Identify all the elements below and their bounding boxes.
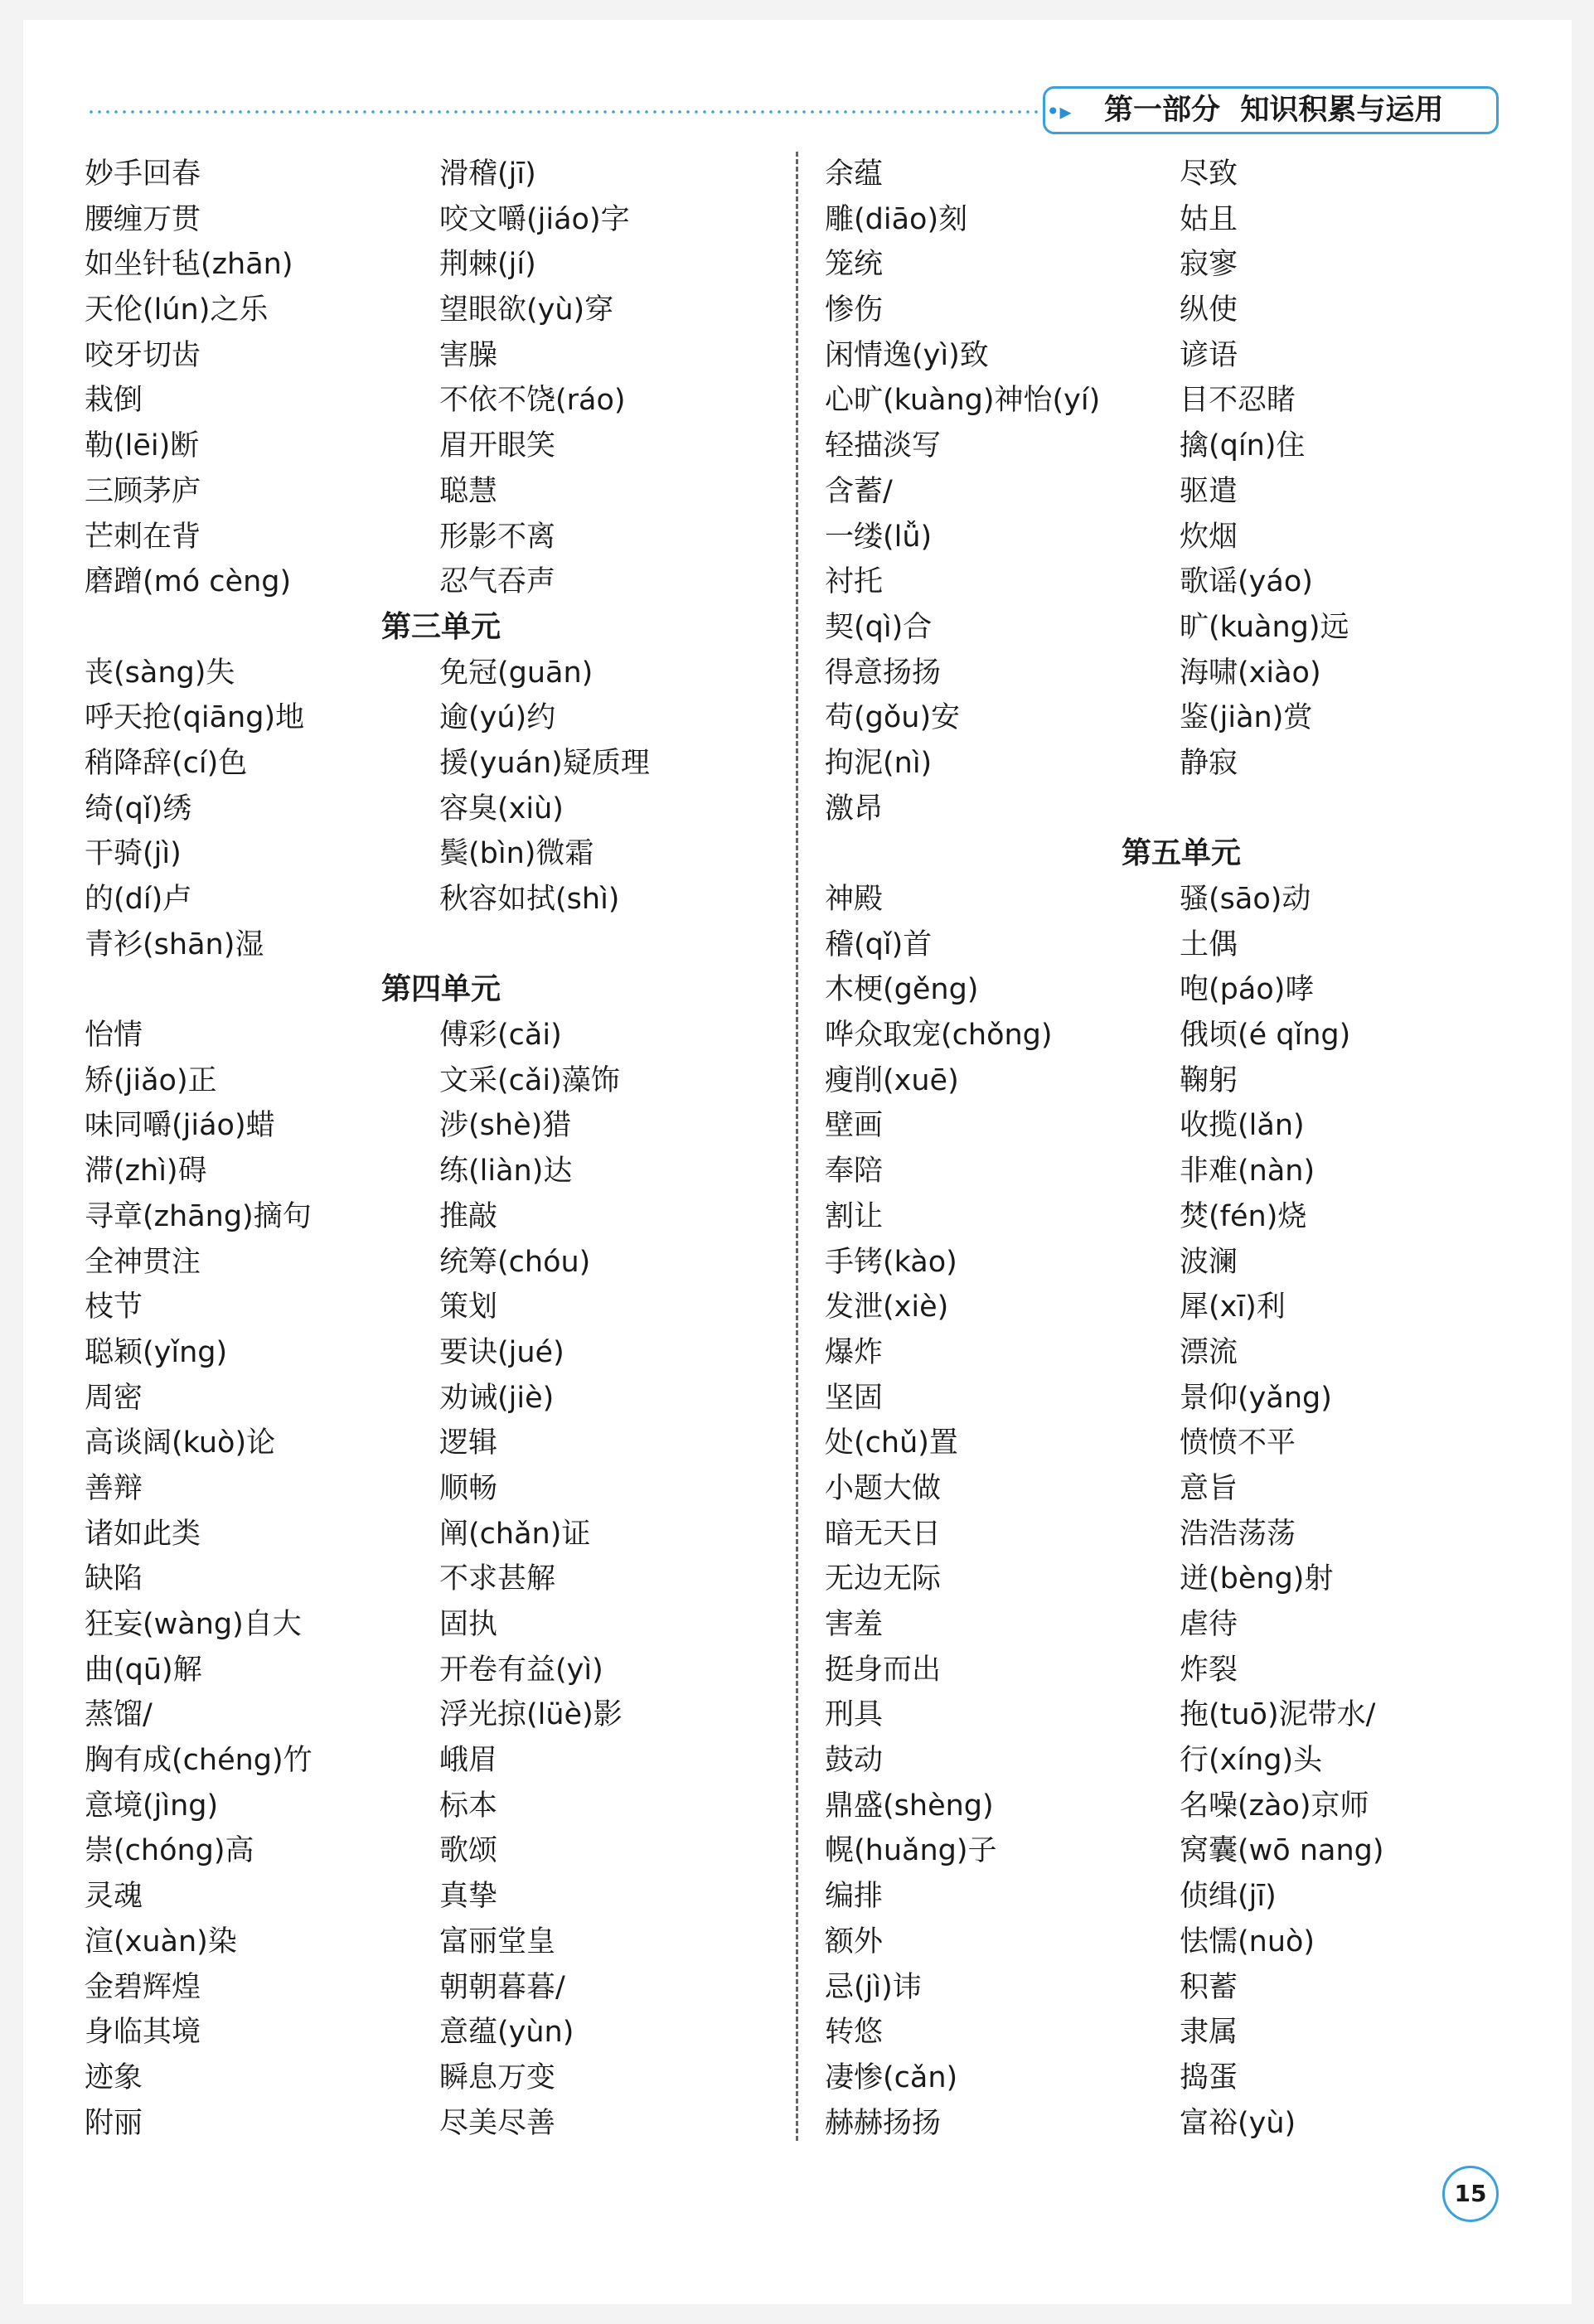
vocab-item: 额外 [825, 1925, 884, 1958]
vocab-item: 芒刺在背 [85, 520, 201, 554]
vocab-item: 激昂 [825, 792, 884, 826]
vocab-item: 谚语 [1180, 338, 1238, 372]
right-column-b [1180, 152, 1536, 2146]
vocab-item: 咆(páo)哮 [1180, 973, 1315, 1007]
vocab-item: 狂妄(wàng)自大 [85, 1608, 302, 1641]
vocab-item: 处(chǔ)置 [825, 1426, 958, 1460]
vocab-item: 免冠(guān) [439, 656, 594, 690]
vocab-item: 纵使 [1180, 293, 1238, 327]
column-divider [796, 152, 798, 2141]
vocab-item: 闲情逸(yì)致 [825, 338, 989, 372]
vocab-item: 歌颂 [439, 1834, 498, 1868]
vocab-item: 绮(qǐ)绣 [85, 792, 192, 826]
vocab-item: 意蕴(yùn) [439, 2016, 574, 2050]
vocab-item: 捣蛋 [1180, 2060, 1238, 2094]
vocab-item: 阐(chǎn)证 [439, 1517, 591, 1551]
vocab-item: 聪慧 [439, 474, 498, 508]
vocab-item: 驱遣 [1180, 474, 1238, 508]
vocab-item: 不依不饶(ráo) [439, 384, 626, 418]
vocab-item: 推敲 [439, 1199, 498, 1233]
vocab-item: 目不忍睹 [1180, 384, 1296, 418]
vocab-item: 契(qì)合 [825, 610, 933, 644]
vocab-item: 编排 [825, 1880, 884, 1914]
header-title [1104, 86, 1443, 134]
vocab-item: 的(dí)卢 [85, 883, 192, 916]
vocab-item: 割让 [825, 1199, 884, 1233]
page-number: 15 [1442, 2166, 1499, 2222]
vocab-item: 望眼欲(yù)穿 [439, 293, 614, 327]
vocab-item: 开卷有益(yì) [439, 1653, 603, 1687]
vocab-item: 瞬息万变 [439, 2060, 556, 2094]
vocab-item: 擒(qín)住 [1180, 429, 1306, 463]
vocab-item: 愤愤不平 [1180, 1426, 1296, 1460]
vocab-item: 焚(fén)烧 [1180, 1199, 1307, 1233]
vocab-item: 爆炸 [825, 1335, 884, 1369]
vocab-item: 身临其境 [85, 2016, 201, 2050]
vocab-item: 静寂 [1180, 746, 1238, 780]
vocab-item: 三顾茅庐 [85, 474, 201, 508]
vocab-item: 刑具 [825, 1698, 884, 1732]
vocab-item: 鼓动 [825, 1744, 884, 1778]
vocab-item: 统筹(chóu) [439, 1245, 591, 1279]
vocab-item: 涉(shè)猎 [439, 1109, 572, 1143]
vocab-item: 曲(qū)解 [85, 1653, 202, 1687]
vocab-item: 全神贯注 [85, 1245, 201, 1279]
vocab-item: 壁画 [825, 1109, 884, 1143]
vocab-item: 逻辑 [439, 1426, 498, 1460]
vocab-item: 雕(diāo)刻 [825, 202, 968, 236]
vocab-item: 尽致 [1180, 157, 1238, 191]
vocab-item: 迸(bèng)射 [1180, 1562, 1334, 1596]
vocab-item: 傅彩(cǎi) [439, 1019, 562, 1053]
vocab-item: 栽倒 [85, 384, 143, 418]
vocab-item: 幌(huǎng)子 [825, 1834, 997, 1868]
vocab-item: 奉陪 [825, 1155, 884, 1189]
vocab-item: 眉开眼笑 [439, 429, 556, 463]
vocab-item: 荆棘(jí) [439, 248, 536, 282]
vocab-item: 瘦削(xuē) [825, 1063, 959, 1097]
vocab-item: 拖(tuō)泥带水/ [1180, 1698, 1376, 1732]
vocab-item: 味同嚼(jiáo)蜡 [85, 1109, 275, 1143]
vocab-item: 景仰(yǎng) [1180, 1381, 1332, 1415]
vocab-item: 忍气吞声 [439, 565, 556, 599]
vocab-item: 聪颖(yǐng) [85, 1335, 228, 1369]
vocab-item: 丧(sàng)失 [85, 656, 235, 690]
vocab-item: 寂寥 [1180, 248, 1238, 282]
vocab-item: 朝朝暮暮/ [439, 1970, 565, 2004]
vocab-item: 手铐(kào) [825, 1245, 957, 1279]
vocab-item [439, 922, 796, 968]
vocab-item: 附丽 [85, 2106, 143, 2140]
vocab-item: 文采(cǎi)藻饰 [439, 1063, 620, 1097]
vocab-item: 咬文嚼(jiáo)字 [439, 202, 630, 236]
vocab-item: 勒(lēi)断 [85, 429, 200, 463]
vocab-item: 旷(kuàng)远 [1180, 610, 1349, 644]
vocab-item: 善辩 [85, 1471, 143, 1505]
vocab-item: 坚固 [825, 1381, 884, 1415]
vocab-item: 害羞 [825, 1608, 884, 1641]
vocab-item: 一缕(lǚ) [825, 520, 933, 554]
vocab-item: 名噪(zào)京师 [1180, 1789, 1369, 1823]
vocab-item: 鉴(jiàn)赏 [1180, 701, 1313, 735]
vocab-item: 高谈阔(kuò)论 [85, 1426, 276, 1460]
vocab-item: 意境(jìng) [85, 1789, 219, 1823]
header-subtitle: 知识积累与运用 [1240, 94, 1444, 127]
vocab-item: 妙手回春 [85, 157, 201, 191]
vocab-item: 赫赫扬扬 [825, 2106, 942, 2140]
vocab-item: 滞(zhì)碍 [85, 1155, 207, 1189]
vocab-item: 稍降辞(cí)色 [85, 746, 248, 780]
vocab-item: 崇(chóng)高 [85, 1834, 254, 1868]
vocab-item: 渲(xuàn)染 [85, 1925, 237, 1958]
vocab-item: 周密 [85, 1381, 143, 1415]
vocab-item: 轻描淡写 [825, 429, 942, 463]
header-section: 第一部分 [1104, 94, 1221, 127]
vocab-item: 非难(nàn) [1180, 1155, 1315, 1189]
vocab-item: 炊烟 [1180, 520, 1238, 554]
vocab-item: 干骑(jì) [85, 837, 182, 871]
vocab-item: 侦缉(jī) [1180, 1880, 1277, 1914]
vocab-item: 要诀(jué) [439, 1335, 564, 1369]
vocab-item: 天伦(lún)之乐 [85, 293, 269, 327]
vocab-item: 得意扬扬 [825, 656, 942, 690]
vocab-item: 尽美尽善 [439, 2106, 556, 2140]
vocab-item: 挺身而出 [825, 1653, 942, 1687]
vocab-item: 迹象 [85, 2060, 143, 2094]
vocab-item: 哗众取宠(chǒng) [825, 1019, 1053, 1053]
vocab-item: 行(xíng)头 [1180, 1744, 1323, 1778]
vocab-item: 稽(qǐ)首 [825, 927, 933, 961]
vocab-item: 缺陷 [85, 1562, 143, 1596]
vocab-item: 青衫(shān)湿 [85, 927, 264, 961]
vocab-item: 炸裂 [1180, 1653, 1238, 1687]
vocab-item: 滑稽(jī) [439, 157, 536, 191]
vocab-item: 怡情 [85, 1019, 143, 1053]
vocab-item: 漂流 [1180, 1335, 1238, 1369]
vocab-item: 怯懦(nuò) [1180, 1925, 1315, 1958]
vocab-item: 骚(sāo)动 [1180, 883, 1311, 916]
unit-heading [1180, 831, 1594, 877]
vocab-item: 矫(jiǎo)正 [85, 1063, 217, 1097]
header-dotted-line [87, 110, 1042, 114]
vocab-item: 积蓄 [1180, 1970, 1238, 2004]
vocab-item: 标本 [439, 1789, 498, 1823]
vocab-item: 枝节 [85, 1290, 143, 1324]
vocab-item [1180, 787, 1536, 832]
vocab-item: 容臭(xiù) [439, 792, 564, 826]
vocab-item: 鬓(bìn)微霜 [439, 837, 594, 871]
vocab-item: 余蕴 [825, 157, 884, 191]
vocab-item: 窝囊(wō nang) [1180, 1834, 1384, 1868]
vocab-item: 诸如此类 [85, 1517, 201, 1551]
vocab-item: 凄惨(cǎn) [825, 2060, 958, 2094]
vocab-item: 灵魂 [85, 1880, 143, 1914]
vocab-item: 犀(xī)利 [1180, 1290, 1286, 1324]
vocab-item: 转悠 [825, 2016, 884, 2050]
vocab-item: 逾(yú)约 [439, 701, 556, 735]
vocab-item: 神殿 [825, 883, 884, 916]
vocab-item: 鼎盛(shèng) [825, 1789, 994, 1823]
vocab-item: 土偶 [1180, 927, 1238, 961]
vocab-item: 忌(jì)讳 [825, 1970, 922, 2004]
vocab-item: 惨伤 [825, 293, 884, 327]
vocab-item: 富丽堂皇 [439, 1925, 556, 1958]
vocab-item: 衬托 [825, 565, 884, 599]
vocab-item: 浮光掠(lüè)影 [439, 1698, 623, 1732]
vocab-item: 策划 [439, 1290, 498, 1324]
unit-heading: 第三单元 [380, 609, 501, 644]
vocab-item: 磨蹭(mó cèng) [85, 565, 292, 599]
vocab-item: 秋容如拭(shì) [439, 883, 620, 916]
vocab-item: 顺畅 [439, 1471, 498, 1505]
vocab-item: 隶属 [1180, 2016, 1238, 2050]
vocab-item: 波澜 [1180, 1245, 1238, 1279]
vocab-item: 笼统 [825, 248, 884, 282]
vocab-item: 苟(gǒu)安 [825, 701, 961, 735]
vocab-item: 如坐针毡(zhān) [85, 248, 293, 282]
vocab-item: 心旷(kuàng)神怡(yí) [825, 384, 1101, 418]
vocab-item: 练(liàn)达 [439, 1155, 573, 1189]
vocab-item: 呼天抢(qiāng)地 [85, 701, 305, 735]
vocab-item: 峨眉 [439, 1744, 498, 1778]
vocab-item: 寻章(zhāng)摘句 [85, 1199, 312, 1233]
vocab-item: 收揽(lǎn) [1180, 1109, 1305, 1143]
vocab-item: 发泄(xiè) [825, 1290, 949, 1324]
vocab-item: 援(yuán)疑质理 [439, 746, 650, 780]
unit-heading: 第五单元 [1121, 836, 1241, 871]
vocab-item: 腰缠万贯 [85, 202, 201, 236]
vocab-item: 虐待 [1180, 1608, 1238, 1641]
vocab-item: 无边无际 [825, 1562, 942, 1596]
vocab-item: 俄顷(é qǐng) [1180, 1019, 1351, 1053]
vocab-item: 富裕(yù) [1180, 2106, 1296, 2140]
vocab-item: 金碧辉煌 [85, 1970, 201, 2004]
arrow-right-icon: •▸ [1046, 98, 1072, 125]
vocab-item: 不求甚解 [439, 1562, 556, 1596]
vocab-item: 浩浩荡荡 [1180, 1517, 1296, 1551]
vocab-item: 木梗(gěng) [825, 973, 979, 1007]
vocab-item: 害臊 [439, 338, 498, 372]
vocab-item: 劝诫(jiè) [439, 1381, 555, 1415]
vocab-item: 小题大做 [825, 1471, 942, 1505]
vocab-item: 姑且 [1180, 202, 1238, 236]
vocab-item: 蒸馏/ [85, 1698, 153, 1732]
vocab-item: 固执 [439, 1608, 498, 1641]
unit-heading: 第四单元 [380, 972, 501, 1007]
vocab-item: 含蓄/ [825, 474, 893, 508]
vocab-item: 拘泥(nì) [825, 746, 933, 780]
vocab-item: 胸有成(chéng)竹 [85, 1744, 313, 1778]
vocab-item: 咬牙切齿 [85, 338, 201, 372]
vocab-item: 鞠躬 [1180, 1063, 1238, 1097]
vocab-item: 真挚 [439, 1880, 498, 1914]
vocab-item: 暗无天日 [825, 1517, 942, 1551]
vocab-item: 形影不离 [439, 520, 556, 554]
vocab-item: 意旨 [1180, 1471, 1238, 1505]
vocab-item: 歌谣(yáo) [1180, 565, 1313, 599]
left-column-b [439, 152, 796, 2146]
vocab-item: 海啸(xiào) [1180, 656, 1321, 690]
